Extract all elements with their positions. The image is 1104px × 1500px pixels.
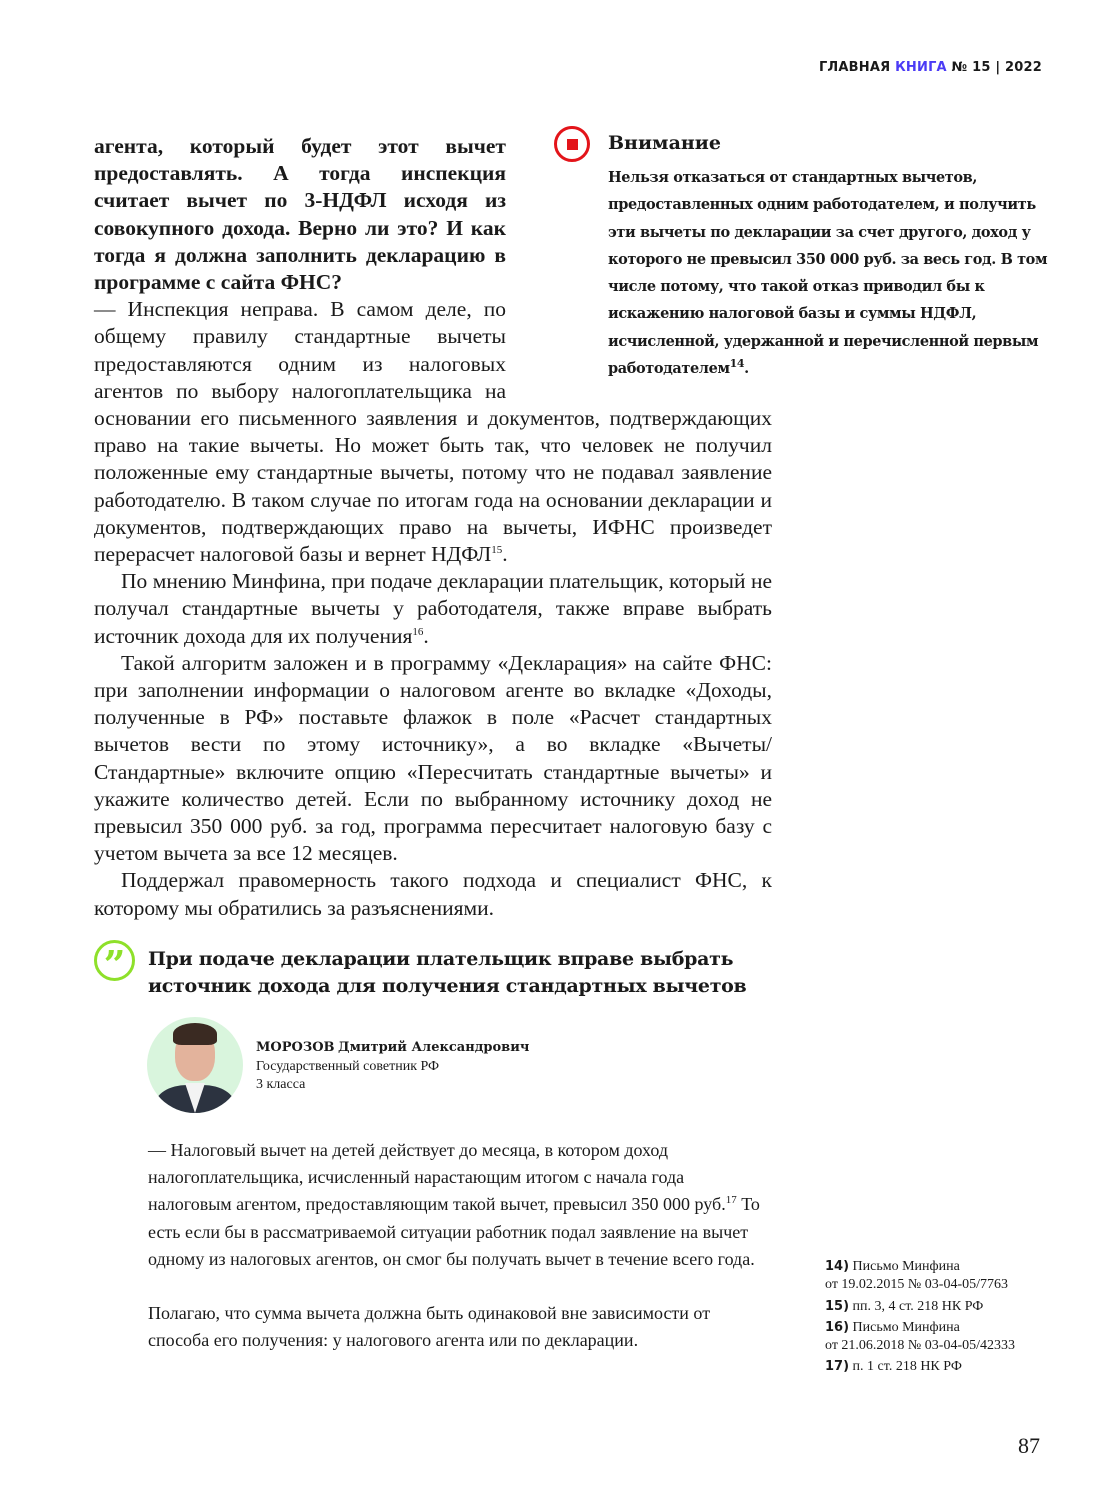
expert-name: Дмитрий Александрович — [338, 1040, 530, 1055]
page-number: 87 — [1018, 1433, 1040, 1458]
brand-part2: КНИГА — [895, 60, 947, 75]
warning-stop-icon — [554, 126, 590, 162]
footnotes — [825, 1258, 1015, 1380]
footnote: 16) Письмо Минфина от 21.06.2018 № 03-04-05/42333 — [825, 1319, 1016, 1354]
footnote: 14) Письмо Минфина от 19.02.2015 № 03-04-05/7763 — [825, 1259, 1009, 1293]
answer-paragraph: Поддержал правомерность такого подхода и специалист ФНС, к которому мы обратились за разъяснениями. — [94, 868, 772, 920]
running-header — [819, 60, 1042, 75]
quote-icon: ” — [94, 940, 135, 981]
pull-quote-text: При подаче декларации плательщик вправе выбрать источник дохода для получения стандартных вычетов — [148, 948, 747, 997]
warning-text: Нельзя отказаться от стандартных вычетов, предоставленных одним работодателем, и получить эти вычеты по декларации за счет другого, доход у которого не превысил 350 000 руб. за весь год. В том числе потому, что такой отказ приводил бы к искажению налоговой базы и суммы НДФЛ, исчисленной, удержанной и перечисленной первым работодателем$^{14}$. — [608, 169, 1048, 378]
comment-paragraph: — Налоговый вычет на детей действует до месяца, в котором доход налогоплательщика, исчисленный нарастающим итогом с начала года налоговым агентом, предоставляющим такой вычет, превысил 350 000 руб.$^{17}$ То есть если бы в рассматриваемой ситуации работник подал заявление на вычет одному из налоговых агентов, он смог бы получать вычет в течение всего года. — [148, 1140, 760, 1269]
expert-title-line1: Государственный советник РФ — [256, 1058, 440, 1074]
expert-info — [256, 1039, 529, 1095]
answer-paragraph: Такой алгоритм заложен и в программу «Декларация» на сайте ФНС: при заполнении информации о налоговом агенте во вкладке «Доходы, полученные в РФ» поставьте флажок в поле «Расчет стандартных вычетов вести по этому источнику», а во вкладке «Вычеты/Стандартные» включите опцию «Пересчитать стандартные вычеты» и укажите количество детей. Если по выбранному источнику доход не превысил 350 000 руб. за год, программа пересчитает налоговую базу с учетом вычета за все 12 месяцев. — [94, 650, 772, 866]
answer-paragraph: — Инспекция неправа. В самом деле, по общему правилу стандартные вычеты предоставляются одним из налоговых агентов по выбору налогоплательщика на основании его письменного заявления и документов, подтверждающих право на такие вычеты. Но может быть так, что человек не получил положенные ему стандартные вычеты, потому что не подавал заявление работодателю. В таком случае по итогам года на основании декларации и документов, подтверждающих право на вычеты, ИФНС произведет перерасчет налоговой базы и вернет НДФЛ$^{15}$. — [94, 297, 772, 567]
footnote-ref: 16 — [412, 625, 424, 638]
expert-avatar — [147, 1017, 243, 1113]
footnote-ref: 15 — [491, 543, 503, 556]
reader-question: агента, который будет этот вычет предоставлять. А тогда инспекция считает вычет по 3-НДФЛ исходя из совокупного дохода. Верно ли это? И как тогда я должна заполнить декларацию в программе с сайта ФНС? — [94, 134, 506, 295]
footnote-ref: 14 — [729, 357, 745, 371]
footnote-ref: 17 — [725, 1194, 737, 1207]
expert-comment — [148, 1137, 768, 1381]
warning-title: Внимание — [608, 132, 721, 154]
issue-number: № 15 | 2022 — [951, 60, 1042, 75]
comment-paragraph: Полагаю, что сумма вычета должна быть одинаковой вне зависимости от способа его получения: у налогового агента или по декларации. — [148, 1303, 711, 1351]
footnote: 15) пп. 3, 4 ст. 218 НК РФ — [825, 1298, 984, 1314]
brand-part1: ГЛАВНАЯ — [818, 60, 891, 75]
footnote: 17) п. 1 ст. 218 НК РФ — [825, 1359, 962, 1375]
expert-surname: МОРОЗОВ — [256, 1040, 335, 1055]
expert-title-line2: 3 класса — [256, 1077, 306, 1092]
answer-paragraph: По мнению Минфина, при подаче декларации плательщик, который не получал стандартные вычеты у работодателя, также вправе выбрать источник дохода для их получения$^{16}$. — [94, 569, 772, 648]
